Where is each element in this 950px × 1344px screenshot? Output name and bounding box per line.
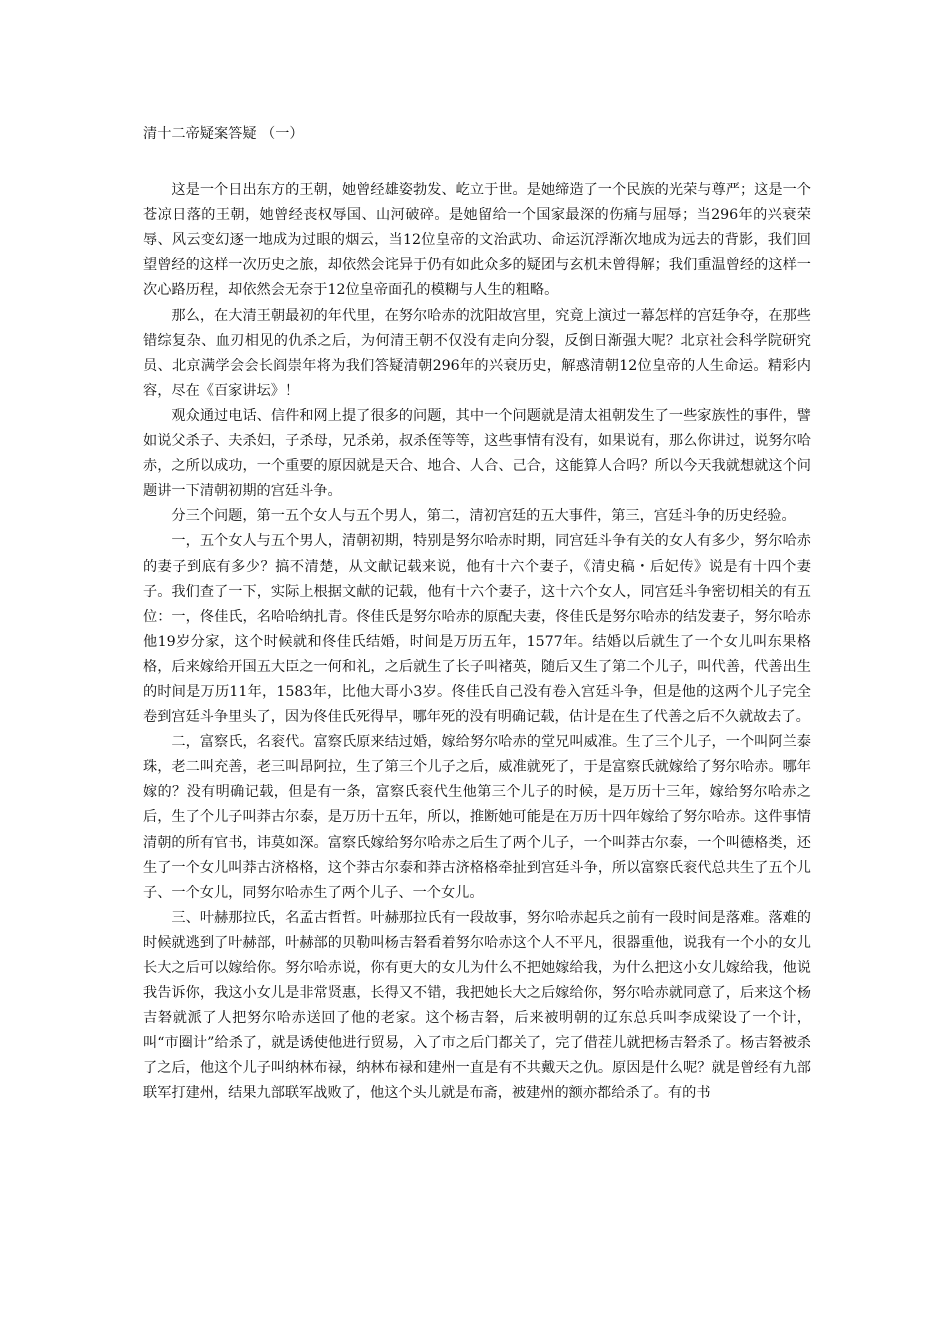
paragraph-intro: 这是一个日出东方的王朝，她曾经雄姿勃发、屹立于世。是她缔造了一个民族的光荣与尊严；这是一个苍凉日落的王朝，她曾经丧权辱国、山河破碎。是她留给一个国家最深的伤痛与屈辱；当296年的兴衰荣辱、风云变幻逐一地成为过眼的烟云，当12位皇帝的文治武功、命运沉浮渐次地成为远去的背影，我们回望曾经的这样一次历史之旅，却依然会诧异于仍有如此众多的疑团与玄机未曾得解；我们重温曾经的这样一次心路历程，却依然会无奈于12位皇帝面孔的模糊与人生的粗略。 bbox=[143, 182, 811, 299]
document-page bbox=[143, 122, 811, 1107]
paragraph-outline: 分三个问题，第一五个女人与五个男人，第二，清初宫廷的五大事件，第三，宫廷斗争的历史经验。 bbox=[171, 508, 796, 525]
paragraph-tongjia: 一，五个女人与五个男人，清朝初期，特别是努尔哈赤时期，同宫廷斗争有关的女人有多少，努尔哈赤的妻子到底有多少？搞不清楚，从文献记载来说，他有十六个妻子，《清史稿・后妃传》说是有十四个妻子。我们查了一下，实际上根据文献的记载，他有十六个妻子，这十六个女人，同宫廷斗争密切相关的有五位：一，佟佳氏，名哈哈纳扎青。佟佳氏是努尔哈赤的原配夫妻，佟佳氏是努尔哈赤的结发妻子，努尔哈赤他19岁分家，这个时候就和佟佳氏结婚，时间是万历五年，1577年。结婚以后就生了一个女儿叫东果格格，后来嫁给开国五大臣之一何和礼，之后就生了长子叫褚英，随后又生了第二个儿子，叫代善，代善出生的时间是万历11年，1583年，比他大哥小3岁。佟佳氏自己没有卷入宫廷斗争，但是他的这两个儿子完全卷到宫廷斗争里头了，因为佟佳氏死得早，哪年死的没有明确记载，估计是在生了代善之后不久就故去了。 bbox=[143, 533, 811, 726]
paragraph-fucha: 二，富察氏，名衮代。富察氏原来结过婚，嫁给努尔哈赤的堂兄叫威准。生了三个儿子，一个叫阿兰泰珠，老二叫充善，老三叫昂阿拉，生了第三个儿子之后，威准就死了，于是富察氏就嫁给了努尔哈赤。哪年嫁的？没有明确记载，但是有一条，富察氏衮代生他第三个儿子的时候，是万历十三年，嫁给努尔哈赤之后，生了个儿子叫莽古尔泰，是万历十五年，所以，推断她可能是在万历十四年嫁给了努尔哈赤。这件事情清朝的所有官书，讳莫如深。富察氏嫁给努尔哈赤之后生了两个儿子，一个叫莽古尔泰，一个叫德格类，还生了一个女儿叫莽古济格格，这个莽古尔泰和莽古济格格牵扯到宫廷斗争，所以富察氏衮代总共生了五个儿子、一个女儿，同努尔哈赤生了两个儿子、一个女儿。 bbox=[143, 734, 811, 901]
paragraph-audience: 观众通过电话、信件和网上提了很多的问题，其中一个问题就是清太祖朝发生了一些家族性的事件，譬如说父杀子、夫杀妇，子杀母，兄杀弟，叔杀侄等等，这些事情有没有，如果说有，那么你讲过，说努尔哈赤，之所以成功，一个重要的原因就是天合、地合、人合、己合，这能算人合吗？所以今天我就想就这个问题讲一下清朝初期的宫廷斗争。 bbox=[143, 407, 811, 500]
paragraph-yehenala: 三、叶赫那拉氏，名孟古哲哲。叶赫那拉氏有一段故事，努尔哈赤起兵之前有一段时间是落难。落难的时候就逃到了叶赫部，叶赫部的贝勒叫杨吉砮看着努尔哈赤这个人不平凡，很器重他，说我有一个小的女儿长大之后可以嫁给你。努尔哈赤说，你有更大的女儿为什么不把她嫁给我，为什么把这小女儿嫁给我，他说我告诉你，我这小女儿是非常贤惠，长得又不错，我把她长大之后嫁给你，努尔哈赤就同意了，后来这个杨吉砮就派了人把努尔哈赤送回了他的老家。这个杨吉砮，后来被明朝的辽东总兵叫李成梁设了一个计，叫“市圈计”给杀了，就是诱使他进行贸易，入了市之后门都关了，完了借茬儿就把杨吉砮杀了。杨吉砮被杀了之后，他这个儿子叫纳林布禄，纳林布禄和建州一直是有不共戴天之仇。原因是什么呢？就是曾经有九部联军打建州，结果九部联军战败了，他这个头儿就是布斋，被建州的额亦都给杀了。有的书 bbox=[143, 909, 811, 1102]
paragraph-question: 那么，在大清王朝最初的年代里，在努尔哈赤的沈阳故宫里，究竟上演过一幕怎样的宫廷争夺，在那些错综复杂、血刃相见的仇杀之后，为何清王朝不仅没有走向分裂，反倒日渐强大呢？北京社会科学院研究员、北京满学会会长阎崇年将为我们答疑清朝296年的兴衰历史，解惑清朝12位皇帝的人生命运。精彩内容，尽在《百家讲坛》！ bbox=[143, 307, 811, 399]
document-title: 清十二帝疑案答疑 （一） bbox=[143, 126, 304, 142]
